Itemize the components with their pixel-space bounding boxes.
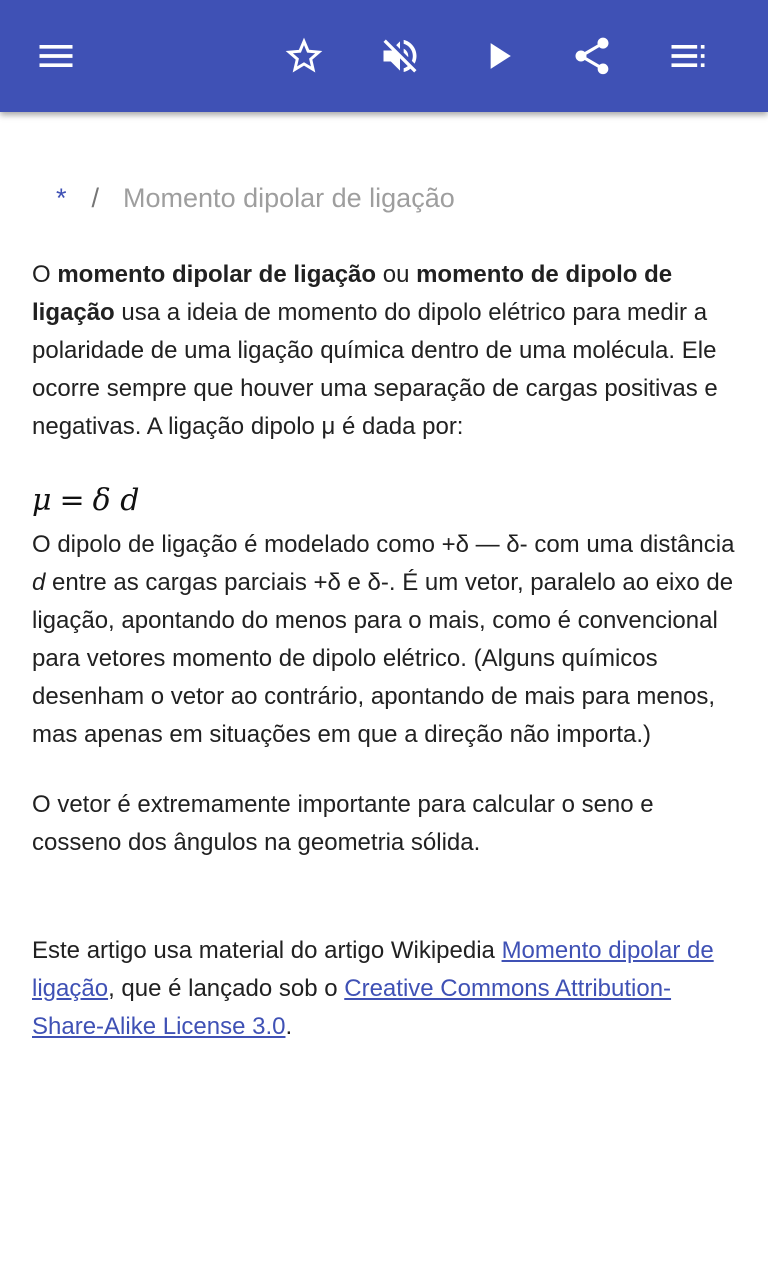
paragraph-text: O dipolo de ligação é modelado como +δ — δ- com uma distância xyxy=(32,531,735,558)
share-icon xyxy=(570,34,614,78)
intro-paragraph xyxy=(32,256,736,446)
menu-icon xyxy=(34,34,78,78)
intro-text: ou xyxy=(376,261,417,288)
intro-text: usa a ideia de momento do dipolo elétrico para medir a polaridade de uma ligação química dentro de uma molécula. Ele ocorre sempre que houver uma separação de cargas positivas e negativas. A ligação dipolo μ é dada por: xyxy=(32,299,718,440)
play-button[interactable] xyxy=(470,28,526,84)
formula-equals: = xyxy=(59,483,85,518)
attribution-text: . xyxy=(285,1013,293,1040)
contents-button[interactable] xyxy=(660,28,716,84)
breadcrumb-current: Momento dipolar de ligação xyxy=(123,183,455,213)
favorite-button[interactable] xyxy=(276,28,332,84)
mute-button[interactable] xyxy=(372,28,428,84)
playlist-icon xyxy=(666,34,710,78)
app-bar xyxy=(0,0,768,112)
intro-text: O xyxy=(32,261,58,288)
attribution-text: Este artigo usa material do artigo Wikipedia xyxy=(32,937,502,964)
dipole-paragraph xyxy=(32,526,736,754)
breadcrumb-separator: / xyxy=(91,183,100,213)
formula xyxy=(32,476,736,526)
share-button[interactable] xyxy=(564,28,620,84)
variable-d: d xyxy=(32,569,46,596)
term-bold: momento dipolar de ligação xyxy=(57,261,377,288)
license-link[interactable]: Creative Commons Attribution-Share-Alike License 3.0 xyxy=(32,975,672,1040)
wikipedia-article-link[interactable]: Momento dipolar de ligação xyxy=(32,937,714,1002)
volume-off-icon xyxy=(378,34,422,78)
breadcrumb xyxy=(32,180,736,216)
paragraph-text: entre as cargas parciais +δ e δ-. É um vetor, paralelo ao eixo de ligação, apontando do menos para o mais, como é convencional para vetores momento de dipolo elétrico. (Alguns químicos desenham o vetor ao contrário, apontando de mais para menos, mas apenas em situações em que a direção não importa.) xyxy=(32,569,734,748)
menu-button[interactable] xyxy=(28,28,84,84)
breadcrumb-home-link[interactable]: * xyxy=(56,183,67,213)
term-bold: momento de dipolo de ligação xyxy=(32,261,673,326)
formula-lhs: μ xyxy=(32,483,52,518)
formula-rhs: δ d xyxy=(92,483,140,518)
play-icon xyxy=(476,34,520,78)
article-content xyxy=(32,112,736,1046)
attribution-text: , que é lançado sob o xyxy=(108,975,345,1002)
star-icon xyxy=(282,34,326,78)
attribution-paragraph xyxy=(32,932,736,1046)
vector-paragraph: O vetor é extremamente importante para calcular o seno e cosseno dos ângulos na geometria sólida. xyxy=(32,791,654,856)
